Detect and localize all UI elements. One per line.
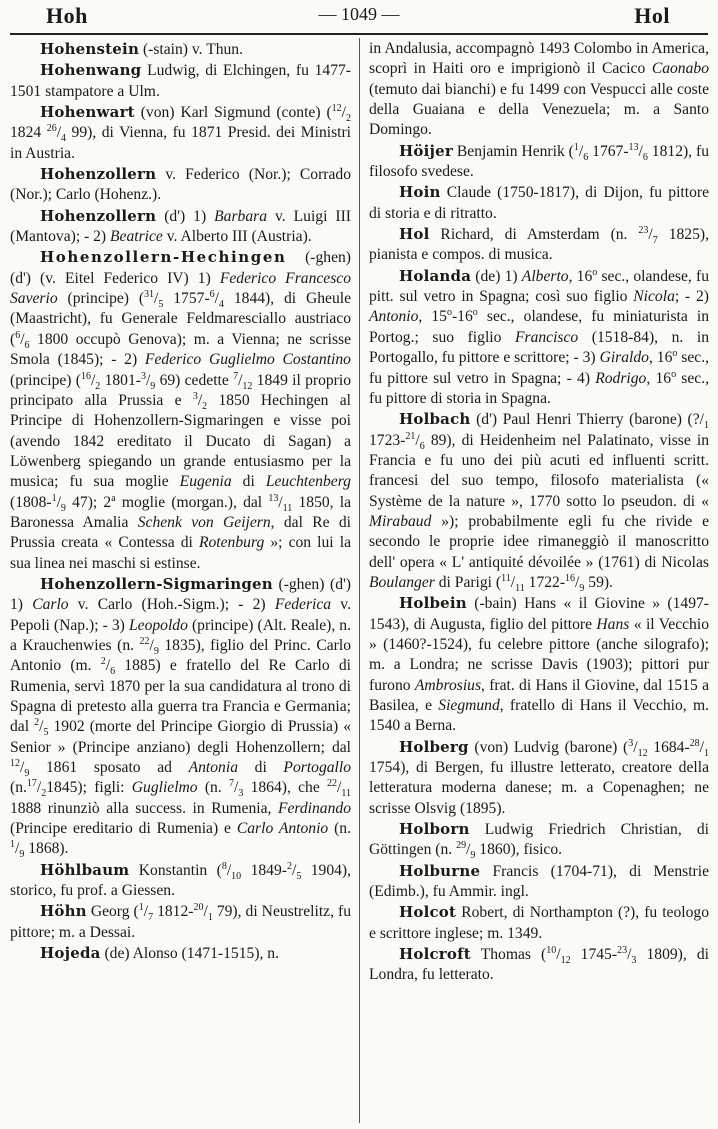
entry-text: (Principe ereditario di Rumenia) e [10, 820, 237, 838]
subscript: 5 [43, 727, 49, 739]
left-column [10, 39, 351, 964]
subscript: 11 [282, 502, 293, 514]
italic-text: Siegmund [438, 697, 500, 714]
superscript: 2 [100, 656, 106, 668]
entry-text: (n. [197, 779, 229, 797]
entry-headword: Hojeda [40, 944, 101, 963]
subscript: 5 [296, 870, 302, 882]
entry-text: / [556, 946, 561, 964]
entry-text: / [20, 330, 25, 348]
entry-text: / [56, 493, 61, 511]
italic-text: Rotenburg [198, 534, 265, 552]
italic-text: Francisco [514, 328, 579, 346]
subscript: 12 [242, 380, 253, 392]
entry-text: , 15 [418, 308, 447, 326]
entry-text: (von) Ludvig (barone) ( [468, 738, 629, 756]
italic-text: Ambrosius [414, 676, 482, 694]
entry-text: Benjamin Henrik ( [452, 142, 574, 160]
superscript: o [672, 347, 678, 359]
column-divider [359, 38, 360, 1123]
italic-text: Mirabaud [369, 512, 432, 530]
entry-text: / [578, 142, 584, 160]
entry-text: 1864), che [243, 779, 328, 797]
dictionary-entry [369, 593, 709, 736]
entry-text: 1861 sposato ad [29, 759, 189, 777]
entry-text: (1518-84), n. in Portogallo, fu pittore e scrittore; - 3) [369, 328, 709, 367]
subscript: 2 [41, 788, 47, 800]
entry-text: (-stain) v. Thun. [139, 41, 244, 58]
entry-headword: Hohenzollern [40, 165, 157, 184]
entry-text: (temuto dai bianchi) e fu 1499 con Vespucci alle coste della Guaiana e della Venezuela; m. a Santo Domingo. [369, 80, 709, 139]
entry-text: (principe) ( [57, 290, 145, 308]
superscript: 3 [628, 737, 634, 749]
entry-headword: Holburne [399, 861, 481, 880]
entry-headword: Höhlbaum [40, 860, 130, 879]
entry-text: (-ghen) (d') 1) [10, 575, 351, 614]
subscript: 3 [631, 955, 637, 967]
entry-text: 1868). [24, 840, 69, 858]
superscript: o [446, 307, 452, 319]
italic-text: Eugenia [179, 473, 232, 491]
subscript: 10 [231, 870, 242, 882]
superscript: 13 [628, 141, 639, 153]
subscript: 2 [95, 380, 101, 392]
dictionary-entry [10, 164, 351, 206]
entry-text: / [149, 636, 154, 654]
entry-text: (principe) (Alt. Reale), n. a Krauchenwies (n. [10, 616, 351, 654]
italic-text: Schenk von Geijern [137, 513, 271, 531]
superscript: 1 [51, 492, 57, 504]
entry-text: 1745- [570, 946, 618, 964]
subscript: 9 [153, 646, 159, 658]
superscript: 8 [221, 860, 227, 872]
entry-text: ; - 2) [674, 288, 709, 306]
entry-text: 1849 il proprio principato alla Prussia e [10, 371, 351, 409]
superscript: 1 [138, 902, 144, 914]
entry-text: Robert, di Northampton (?), fu teologo e scrittore inglese; m. 1349. [369, 904, 709, 942]
entry-text: 1850, la Baronessa Amalia [10, 493, 352, 531]
entry-text: / [226, 861, 232, 879]
superscript: 6 [15, 329, 21, 341]
entry-headword: Hohenstein [40, 40, 140, 58]
subscript: 5 [158, 299, 164, 311]
dictionary-entry [10, 943, 351, 964]
dictionary-entry [369, 861, 709, 903]
subscript: 2 [346, 113, 351, 125]
subscript: 9 [579, 583, 585, 595]
superscript: 2 [286, 860, 292, 872]
entry-text: / [638, 142, 643, 160]
entry-text: 1809), di Londra, fu letterato. [369, 946, 709, 984]
entry-text: 1904), storico, fu prof. a Giessen. [10, 861, 351, 900]
entry-headword: Hohenzollern-Sigmaringen [40, 574, 273, 593]
superscript: a [111, 492, 116, 504]
entry-text: 79), di Neustrelitz, fu pittore; m. a Dessai. [10, 903, 351, 941]
subscript: 6 [419, 440, 425, 452]
entry-text: 1722- [524, 573, 566, 591]
entry-text: / [39, 718, 44, 736]
entry-headword: Hohenwart [40, 103, 135, 122]
dictionary-entry [10, 60, 351, 102]
italic-text: Carlo [32, 596, 69, 614]
entry-text: 1844), di Gheule (Maastricht), fu Generale Feldmaresciallo austriaco ( [10, 290, 352, 348]
subscript: 11 [515, 583, 525, 595]
entry-text: 59). [584, 573, 613, 591]
italic-text: Guglielmo [131, 779, 198, 797]
superscript: 22 [139, 635, 150, 647]
dictionary-entry [369, 141, 709, 183]
italic-text: Leuchtenberg [265, 473, 351, 491]
superscript: 7 [229, 778, 234, 790]
subscript: 6 [583, 151, 589, 163]
entry-text: / [415, 431, 420, 449]
entry-text: Ludwig, di Elchingen, fu 1477-1501 stampatore a Ulm. [10, 62, 351, 100]
subscript: 9 [150, 380, 156, 392]
entry-text: / [238, 371, 243, 389]
entry-text: v. Pepoli (Nap.); - 3) [10, 596, 351, 634]
entry-text: 1835), figlio del Princ. Carlo Antonio (m. [10, 636, 351, 675]
entry-text: in Andalusia, accompagnò 1493 Colombo in America, scoprì in Haiti oro e imprigionò il Cacico [369, 40, 709, 78]
superscript: 11 [501, 572, 511, 584]
entry-text: / [214, 290, 219, 308]
subscript: 9 [24, 768, 30, 780]
superscript: o [472, 307, 478, 319]
entry-headword: Holanda [399, 266, 472, 285]
superscript: o [592, 266, 598, 278]
superscript: 12 [10, 757, 20, 769]
subscript: 3 [238, 788, 244, 800]
entry-text: / [197, 391, 203, 409]
subscript: 7 [652, 235, 658, 247]
entry-text: / [105, 657, 111, 675]
entry-text: Ludwig Friedrich Christian, di Göttingen (n. [369, 821, 709, 859]
subscript: 1 [704, 747, 709, 759]
entry-text: sec., olandese, fu miniaturista in Portog.; suo figlio [369, 308, 710, 346]
entry-headword: Höijer [399, 141, 453, 160]
dictionary-entry [10, 206, 351, 248]
entry-text: sec., fu pittore di storia in Spagna. [369, 369, 710, 407]
superscript: 21 [405, 430, 416, 442]
entry-text: v. Carlo (Hoh.-Sigm.); - 2) [68, 596, 275, 614]
header-right-guideword: Hol [634, 3, 670, 28]
entry-headword: Holborn [399, 820, 470, 839]
entry-text: 1888 rinunziò alla success. in Rumenia, [10, 799, 278, 817]
italic-text: Antonio [369, 308, 419, 326]
entry-text: / [36, 779, 42, 797]
entry-text: (d') 1) [156, 207, 215, 225]
entry-text: / [291, 861, 297, 879]
italic-text: Giraldo [599, 349, 649, 367]
entry-headword: Holbach [399, 410, 471, 429]
entry-text: / [633, 738, 638, 756]
superscript: 22 [327, 778, 338, 790]
entry-text: / [90, 371, 96, 389]
entry-text: (n. [328, 820, 352, 838]
superscript: 3 [192, 390, 198, 402]
entry-text: »; con lui la sua linea nei maschi si estinse. [10, 534, 351, 572]
superscript: 10 [546, 944, 557, 956]
entry-headword: Hohenzollern-Hechingen [40, 248, 287, 267]
entry-text: (-bain) Hans « il Giovine » (1497-1543), di Augusta, figlio del pittore [369, 595, 709, 633]
superscript: 28 [689, 737, 700, 749]
dictionary-entry [369, 266, 709, 409]
subscript: 2 [202, 400, 208, 412]
entry-text: (-ghen) (d') (v. Eitel Federico IV) 1) [10, 249, 351, 287]
entry-text: v. Alberto III (Austria). [162, 228, 312, 246]
superscript: 17 [26, 778, 37, 790]
entry-text: 1812- [153, 903, 194, 921]
entry-text: / [145, 371, 151, 389]
entry-text: di [231, 473, 266, 491]
entry-headword: Holberg [399, 737, 469, 756]
page-number: — 1049 — [318, 4, 400, 24]
italic-text: Caonabo [651, 60, 709, 78]
subscript: 9 [470, 850, 476, 862]
entry-text: 1754), di Bergen, fu illustre letterato, creatore della letteratura moderna danese; m. a Copenaghen; ne scrisse Olsvig (1895). [369, 759, 709, 817]
entry-text: 1824 [10, 124, 47, 142]
entry-text: , 16 [568, 267, 593, 285]
entry-text: 1850 Hechingen al Principe di Hohenzollern-Sigmaringen e visse poi (avendo 1842 ereditato il Ducato di Sagan) a Löwenberg spiegando un grande entusiasmo per la musica; fu sua moglie [10, 391, 351, 491]
entry-text: / [56, 124, 62, 142]
entry-text: (principe) ( [10, 371, 81, 389]
entry-headword: Hohenwang [40, 61, 142, 80]
entry-text: 1845); figli: [46, 779, 132, 797]
superscript: 29 [456, 840, 467, 852]
entry-text: 99), di Vienna, fu 1871 Presid. dei Ministri in Austria. [10, 124, 351, 162]
superscript: 7 [233, 370, 239, 382]
superscript: 31 [144, 288, 155, 300]
superscript: 16 [80, 370, 91, 382]
entry-text: v. Luigi III (Mantova); - 2) [10, 207, 351, 246]
superscript: 12 [331, 102, 342, 114]
dictionary-entry [369, 224, 709, 266]
italic-text: Leopoldo [128, 616, 188, 634]
dictionary-entry [10, 102, 351, 164]
entry-text: / [143, 903, 149, 921]
dictionary-entry [10, 39, 351, 60]
italic-text: Federico Francesco Saverio [10, 269, 351, 308]
entry-text: , frat. di Hans il Giovine, dal 1515 a Basilea, e [369, 676, 709, 714]
entry-text: / [203, 903, 208, 921]
italic-text: Rodrigo [595, 369, 647, 387]
entry-text: 89), di Heidenheim nel Palatinato, visse in Francia e fu uno dei più acuti ed influenti scritt. francesi del suo tempo, filosofo materialista (« Système de la nature », 1770 sotto lo pseudon. di « [369, 431, 709, 510]
entry-text: / [699, 738, 704, 756]
entry-text: / [648, 226, 653, 244]
header-rule [10, 33, 708, 35]
italic-text: Carlo Antonio [236, 820, 329, 838]
entry-text: moglie (morgan.), dal [115, 493, 269, 511]
subscript: 4 [61, 133, 67, 145]
entry-headword: Holcroft [399, 945, 471, 964]
entry-text: 1849- [241, 861, 287, 879]
entry-text: (de) Alonso (1471-1515), n. [100, 945, 279, 963]
superscript: 1 [573, 141, 579, 153]
subscript: 9 [60, 502, 66, 514]
superscript: o [671, 368, 677, 380]
subscript: 11 [341, 788, 351, 800]
entry-text: / [278, 493, 283, 511]
superscript: 16 [565, 572, 576, 584]
entry-text: 1885) e fratello del Re Carlo di Rumenia, servì 1870 per la sua candidatura al trono di Spagna di pretesto alla guerra tra Francia e Germania; dal [10, 657, 351, 736]
entry-text: (1808- [10, 493, 52, 511]
entry-text: 1902 (morte del Principe Giorgio di Prussia) « Senior » (Principe anziano) degli Hohenzollern; dal [10, 718, 352, 756]
entry-text: / [234, 779, 239, 797]
italic-text: Alberto [521, 267, 569, 285]
dictionary-entry-continuation [369, 39, 709, 141]
entry-text: Claude (1750-1817), di Dijon, fu pittore di storia e di ritratto. [369, 184, 709, 222]
entry-text: 1812), fu filosofo svedese. [369, 142, 709, 181]
entry-text: / [575, 573, 580, 591]
entry-text: (d') Paul Henri Thierry (barone) (?/ [470, 411, 704, 429]
entry-text: / [337, 779, 342, 797]
superscript: 26 [46, 123, 57, 135]
entry-text: / [466, 841, 471, 859]
superscript: 20 [193, 902, 204, 914]
entry-text: / [15, 840, 20, 858]
italic-text: Nicola [633, 288, 675, 306]
page-header [0, 0, 718, 34]
header-left-guideword: Hoh [46, 3, 88, 28]
italic-text: Beatrice [110, 228, 163, 246]
entry-text: di [238, 759, 284, 777]
entry-text: Georg ( [86, 903, 139, 921]
italic-text: Federica [274, 596, 332, 614]
entry-text: 1723- [369, 431, 406, 449]
subscript: 12 [560, 955, 571, 967]
italic-text: Portogallo [283, 759, 351, 777]
superscript: 13 [268, 492, 279, 504]
entry-text: -16 [451, 308, 473, 326]
entry-text: / [510, 573, 516, 591]
subscript: 6 [110, 666, 116, 678]
entry-text: 1860), fisico. [475, 841, 563, 859]
entry-text: (von) Karl Sigmund (conte) ( [134, 104, 332, 122]
entry-text: 69) cedette [155, 371, 234, 389]
entry-text: 1684- [647, 738, 690, 756]
entry-text: sec., fu pittore sul vetro in Spagna; - 4) [369, 349, 710, 387]
dictionary-entry [10, 901, 351, 943]
entry-text: sec., olandese, fu pitt. sul vetro in Spagna; così suo figlio [369, 267, 709, 306]
subscript: 4 [218, 299, 224, 311]
superscript: 23 [638, 224, 649, 236]
entry-text: 1825), pianista e compos. di musica. [369, 226, 709, 264]
entry-headword: Hohenzollern [40, 206, 157, 225]
entry-headword: Holbein [399, 594, 467, 613]
entry-text: Francis (1704-71), di Menstrie (Edimb.), fu Ammir. ingl. [369, 862, 709, 901]
entry-text: 1801- [100, 371, 141, 389]
subscript: 9 [19, 849, 25, 861]
dictionary-entry [369, 902, 709, 944]
entry-text: 47); 2 [65, 493, 112, 511]
superscript: 2 [34, 717, 40, 729]
entry-text: « il Vecchio » (1460?-1524), fu celebre pittore (anche silografo); m. a Londra; ne scrisse Davis (1903); pittori pur furono [369, 615, 709, 694]
entry-text: (de) 1) [471, 267, 522, 285]
entry-text: , dal Re di Prussia creata « Contessa di [10, 513, 351, 552]
dictionary-entry [369, 944, 709, 986]
subscript: 6 [24, 339, 30, 351]
entry-headword: Hoin [399, 183, 441, 202]
italic-text: Federico Guglielmo Costantino [144, 351, 351, 369]
superscript: 6 [209, 288, 215, 300]
dictionary-entry [369, 182, 709, 224]
entry-text: Richard, di Amsterdam (n. [429, 226, 639, 244]
right-column [369, 39, 709, 986]
entry-text: v. Federico (Nor.); Corrado (Nor.); Carlo (Hohenz.). [10, 166, 351, 204]
entry-headword: Holcot [399, 903, 457, 922]
entry-text: di Parigi ( [434, 573, 502, 591]
entry-text: / [341, 104, 346, 122]
italic-text: Barbara [214, 207, 267, 225]
italic-text: Antonia [188, 759, 238, 777]
dictionary-entry [10, 860, 351, 902]
italic-text: Boulanger [369, 573, 435, 591]
dictionary-entry [369, 819, 709, 861]
superscript: 1 [10, 839, 15, 851]
entry-text: , 16 [648, 349, 673, 367]
dictionary-entry [10, 574, 351, 860]
subscript: 7 [148, 912, 154, 924]
entry-text: 1757- [163, 290, 210, 308]
entry-text: , fratello di Hans il Vecchio, m. 1540 a Berna. [369, 697, 710, 735]
subscript: 12 [637, 747, 648, 759]
entry-text: , 16 [646, 369, 672, 387]
dictionary-entry [10, 247, 351, 574]
entry-headword: Hol [399, 225, 430, 244]
subscript: 1 [207, 912, 213, 924]
subscript: 6 [642, 151, 648, 163]
subscript: 1 [704, 420, 709, 432]
dictionary-entry [369, 737, 709, 819]
dictionary-entry [369, 409, 709, 593]
italic-text: Hans [596, 615, 630, 633]
superscript: 23 [617, 944, 628, 956]
entry-text: 1800 occupò Genova); m. a Vienna; ne scrisse Smola (1845); - 2) [10, 330, 351, 369]
entry-text: / [20, 759, 25, 777]
entry-text: »); probabilmente egli fu che rivide e secondo le proprie idee rimaneggiò il manoscritto dell' opera « L' antiquité dévoilée » (1761) di Nicolas [369, 512, 709, 571]
entry-headword: Höhn [40, 902, 87, 921]
entry-text: / [627, 946, 632, 964]
italic-text: Ferdinando [277, 799, 351, 817]
entry-text: Thomas ( [470, 946, 547, 964]
entry-text: 1767- [588, 142, 629, 160]
entry-text: / [154, 290, 159, 308]
entry-text: (n. [10, 779, 27, 797]
entry-text: Konstantin ( [129, 861, 222, 879]
superscript: 3 [140, 370, 146, 382]
